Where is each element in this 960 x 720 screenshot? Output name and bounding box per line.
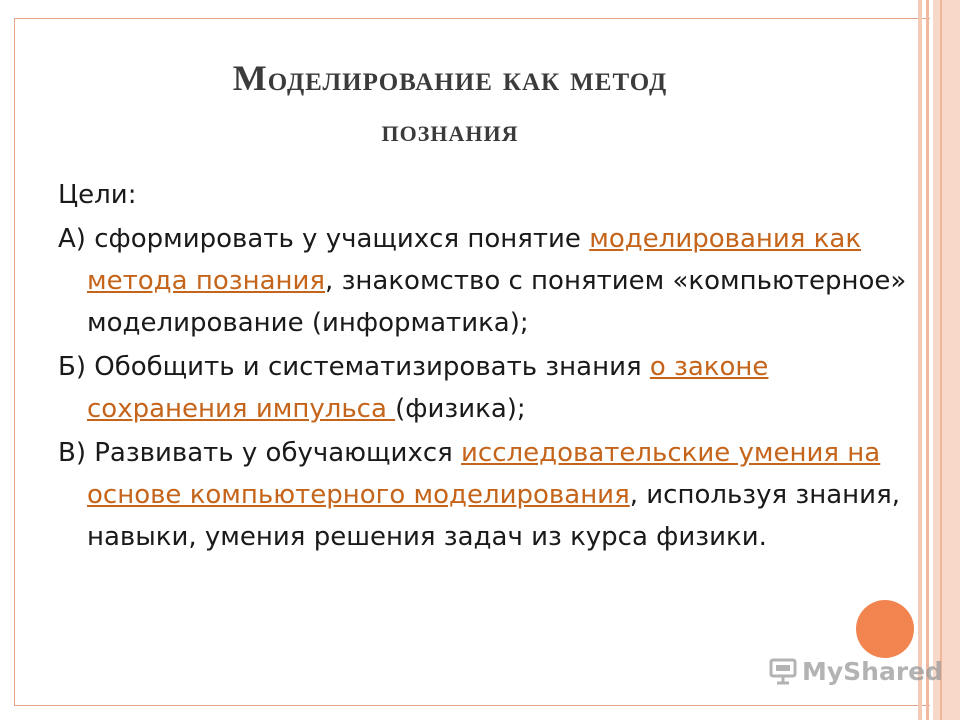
- goal-a-suffix: , знакомство с понятием «компьютерное» моделирование (информатика);: [87, 266, 907, 338]
- goal-a-link[interactable]: моделирования как метода познания: [87, 224, 862, 296]
- decor-stripe: [933, 0, 960, 720]
- goal-c-suffix: , используя знания, навыки, умения решения задач из курса физики.: [87, 480, 900, 552]
- goals-heading: Цели:: [58, 180, 137, 210]
- goal-b-prefix: Б) Обобщить и систематизировать знания: [58, 352, 650, 382]
- frame-top-line: [14, 18, 930, 19]
- goal-a: [58, 218, 908, 344]
- decor-circle: [856, 600, 914, 658]
- goal-c: [58, 432, 908, 558]
- goal-c-prefix: В) Развивать у обучающихся: [58, 438, 462, 468]
- presentation-icon: [768, 656, 798, 686]
- slide-body: [58, 174, 908, 560]
- goal-a-prefix: А) сформировать у учащихся понятие: [58, 224, 590, 254]
- watermark-text: MyShared: [802, 656, 944, 686]
- title-line-1: Моделирование как метод: [232, 58, 668, 98]
- goal-b-link[interactable]: о законе сохранения импульса: [87, 352, 769, 424]
- decor-stripe: [940, 0, 942, 720]
- frame-bottom-line: [14, 705, 930, 706]
- watermark: [768, 656, 943, 686]
- goal-b: [58, 346, 908, 430]
- slide-title: [120, 52, 780, 156]
- title-line-2: познания: [381, 112, 519, 148]
- goal-b-suffix: (физика);: [395, 394, 526, 424]
- frame-left-line: [14, 18, 15, 706]
- decor-stripe: [918, 0, 922, 720]
- goal-c-link[interactable]: исследовательские умения на основе компьютерного моделирования: [87, 438, 881, 510]
- decor-stripe: [926, 0, 929, 720]
